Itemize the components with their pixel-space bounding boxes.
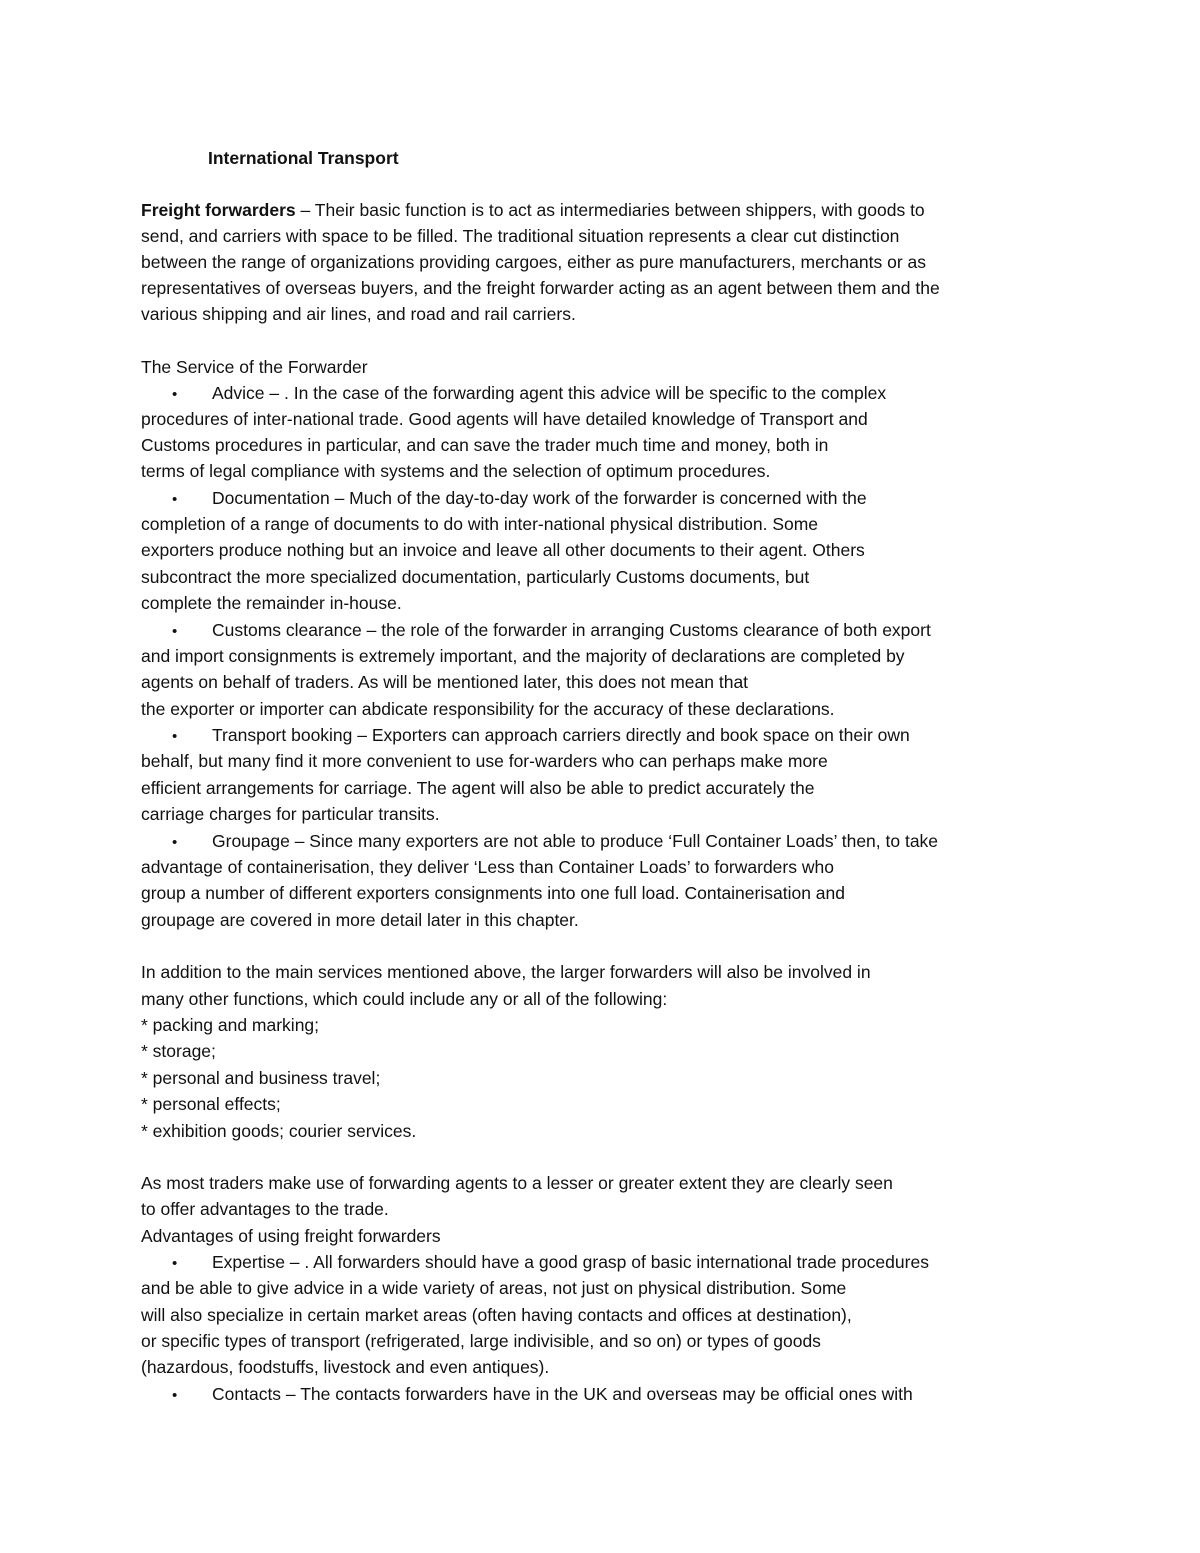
- service-line: complete the remainder in-house.: [141, 593, 402, 613]
- bullet-icon: •: [172, 623, 178, 640]
- additional-item: * personal effects;: [141, 1094, 281, 1114]
- intro-line: various shipping and air lines, and road and rail carriers.: [141, 304, 576, 324]
- additional-item: * packing and marking;: [141, 1015, 320, 1035]
- service-line: subcontract the more specialized documentation, particularly Customs documents, but: [141, 567, 810, 587]
- additional-item: * personal and business travel;: [141, 1068, 381, 1088]
- service-first-line: Groupage – Since many exporters are not able to produce ‘Full Container Loads’ then, to take: [212, 831, 939, 851]
- service-line: and import consignments is extremely important, and the majority of declarations are completed by: [141, 646, 905, 666]
- service-line: group a number of different exporters consignments into one full load. Containerisation and: [141, 883, 845, 903]
- bullet-icon: •: [172, 1255, 178, 1272]
- service-line: groupage are covered in more detail later in this chapter.: [141, 910, 579, 930]
- service-line: terms of legal compliance with systems and the selection of optimum procedures.: [141, 461, 771, 481]
- advantage-line: will also specialize in certain market areas (often having contacts and offices at destination),: [141, 1305, 852, 1325]
- service-line: procedures of inter-national trade. Good agents will have detailed knowledge of Transport and: [141, 409, 868, 429]
- conclusion-line: As most traders make use of forwarding agents to a lesser or greater extent they are clearly seen: [141, 1173, 893, 1193]
- additional-item: * storage;: [141, 1041, 216, 1061]
- bullet-icon: •: [172, 728, 178, 745]
- intro-line: representatives of overseas buyers, and the freight forwarder acting as an agent between them and the: [141, 278, 940, 298]
- advantage-line: or specific types of transport (refrigerated, large indivisible, and so on) or types of goods: [141, 1331, 821, 1351]
- service-customs-clearance: [172, 617, 931, 643]
- advantage-line: and be able to give advice in a wide variety of areas, not just on physical distribution. Some: [141, 1278, 847, 1298]
- additional-line: many other functions, which could include any or all of the following:: [141, 989, 668, 1009]
- service-line: advantage of containerisation, they deliver ‘Less than Container Loads’ to forwarders who: [141, 857, 834, 877]
- service-line: Customs procedures in particular, and can save the trader much time and money, both in: [141, 435, 829, 455]
- conclusion-line: to offer advantages to the trade.: [141, 1199, 389, 1219]
- service-line: agents on behalf of traders. As will be mentioned later, this does not mean that: [141, 672, 749, 692]
- advantage-line: (hazardous, foodstuffs, livestock and even antiques).: [141, 1357, 550, 1377]
- service-documentation: [172, 485, 867, 511]
- service-line: completion of a range of documents to do with inter-national physical distribution. Some: [141, 514, 819, 534]
- service-line: exporters produce nothing but an invoice and leave all other documents to their agent. Others: [141, 540, 865, 560]
- bullet-icon: •: [172, 834, 178, 851]
- service-groupage: [172, 828, 938, 854]
- service-first-line: Transport booking – Exporters can approach carriers directly and book space on their own: [212, 725, 910, 745]
- additional-line: In addition to the main services mentioned above, the larger forwarders will also be involved in: [141, 962, 871, 982]
- service-line: the exporter or importer can abdicate responsibility for the accuracy of these declarations.: [141, 699, 835, 719]
- service-line: carriage charges for particular transits.: [141, 804, 440, 824]
- service-advice: [172, 380, 886, 406]
- intro-line-1-rest: – Their basic function is to act as intermediaries between shippers, with goods to: [295, 200, 925, 220]
- advantage-contacts: [172, 1381, 913, 1407]
- service-first-line: Documentation – Much of the day-to-day work of the forwarder is concerned with the: [212, 488, 867, 508]
- advantage-first-line: Contacts – The contacts forwarders have in the UK and overseas may be official ones with: [212, 1384, 913, 1404]
- service-line: behalf, but many find it more convenient to use for-warders who can perhaps make more: [141, 751, 828, 771]
- bullet-icon: •: [172, 1387, 178, 1404]
- intro-line: send, and carriers with space to be filled. The traditional situation represents a clear cut distinction: [141, 226, 900, 246]
- additional-item: * exhibition goods; courier services.: [141, 1121, 417, 1141]
- advantage-expertise: [172, 1249, 929, 1275]
- bullet-icon: •: [172, 491, 178, 508]
- intro-line: between the range of organizations providing cargoes, either as pure manufacturers, merchants or as: [141, 252, 927, 272]
- advantage-first-line: Expertise – . All forwarders should have a good grasp of basic international trade procedures: [212, 1252, 929, 1272]
- service-line: efficient arrangements for carriage. The agent will also be able to predict accurately the: [141, 778, 815, 798]
- bullet-icon: •: [172, 386, 178, 403]
- service-first-line: Customs clearance – the role of the forwarder in arranging Customs clearance of both export: [212, 620, 931, 640]
- service-first-line: Advice – . In the case of the forwarding agent this advice will be specific to the complex: [212, 383, 887, 403]
- intro-term: Freight forwarders: [141, 200, 296, 220]
- advantages-heading: Advantages of using freight forwarders: [141, 1226, 441, 1246]
- intro-line-1: [141, 197, 925, 223]
- service-transport-booking: [172, 722, 910, 748]
- services-heading: The Service of the Forwarder: [141, 357, 368, 377]
- document-title: International Transport: [208, 148, 399, 168]
